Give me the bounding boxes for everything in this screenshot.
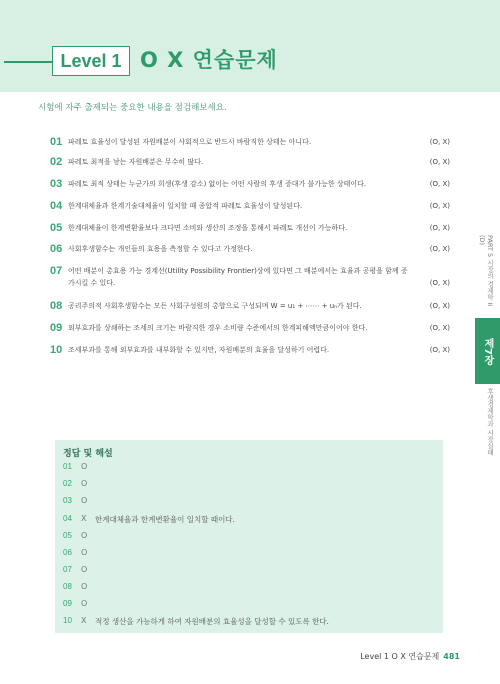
answer-number: 02 xyxy=(63,479,72,488)
answer-mark: X xyxy=(81,514,87,523)
question-number: 09 xyxy=(50,322,63,334)
chapter-tab[interactable]: 제7장 xyxy=(475,318,500,384)
answer-row xyxy=(63,479,95,488)
question-number: 08 xyxy=(50,300,63,312)
footer-text: Level 1 O X 연습문제 xyxy=(360,652,440,661)
answer-row xyxy=(63,599,95,608)
question-row xyxy=(50,344,450,356)
question-row xyxy=(50,136,450,148)
header-band xyxy=(0,0,500,92)
ox-choice: (O, X) xyxy=(429,302,450,310)
answer-mark: X xyxy=(81,616,87,625)
question-number: 10 xyxy=(50,344,63,356)
question-number: 07 xyxy=(50,265,63,277)
page-number: 481 xyxy=(443,652,460,661)
ox-choice: (O, X) xyxy=(429,180,450,188)
answer-number: 07 xyxy=(63,565,72,574)
ox-choice: (O, X) xyxy=(429,324,450,332)
question-text: 공리주의적 사회후생함수는 모든 사회구성원의 총합으로 구성되며 W = u₁ + ⋯⋯ + uₙ가 된다. xyxy=(68,302,362,310)
answer-row xyxy=(63,548,95,557)
answer-row xyxy=(63,582,95,591)
answer-number: 01 xyxy=(63,462,72,471)
sidebar-part-label: PART 5 시장의 경제학 II (D) xyxy=(478,235,494,307)
answer-number: 05 xyxy=(63,531,72,540)
question-row xyxy=(50,156,450,168)
ox-choice: (O, X) xyxy=(429,245,450,253)
answer-mark: O xyxy=(81,462,88,471)
answer-mark: O xyxy=(81,496,88,505)
question-text: 한계대체율과 한계기술대체율이 일치할 때 종합적 파레토 효율성이 달성된다. xyxy=(68,202,303,210)
question-number: 01 xyxy=(50,136,63,148)
question-number: 05 xyxy=(50,222,63,234)
ox-choice: (O, X) xyxy=(429,279,450,287)
sidebar-chapter-label: 후생경제학과 시장실패 xyxy=(486,388,494,456)
ox-choice: (O, X) xyxy=(429,158,450,166)
answer-number: 04 xyxy=(63,514,72,523)
answer-mark: O xyxy=(81,565,88,574)
answer-explanation: 한계대체율과 한계변환율이 일치할 때이다. xyxy=(95,515,235,524)
ox-choice: (O, X) xyxy=(429,202,450,210)
answer-mark: O xyxy=(81,548,88,557)
answer-explanation: 적정 생산을 가능하게 하여 자원배분의 효율성을 달성할 수 있도록 한다. xyxy=(95,617,329,626)
answer-mark: O xyxy=(81,479,88,488)
answer-row xyxy=(63,531,95,540)
question-row xyxy=(50,243,450,255)
question-text: 파레토 최적을 낳는 자원배분은 무수히 많다. xyxy=(68,158,204,166)
answer-box xyxy=(55,440,443,633)
page-title: O X 연습문제 xyxy=(140,48,278,72)
question-number: 06 xyxy=(50,243,63,255)
answer-row xyxy=(63,565,95,574)
question-number: 03 xyxy=(50,178,63,190)
intro-text: 시험에 자주 출제되는 중요한 내용을 점검해보세요. xyxy=(38,103,227,113)
answer-row xyxy=(63,514,235,525)
question-row xyxy=(50,265,450,289)
answer-number: 10 xyxy=(63,616,72,625)
answer-number: 08 xyxy=(63,582,72,591)
question-text: 파레토 최적 상태는 누군가의 희생(후생 감소) 없이는 어떤 사람의 후생 증대가 불가능한 상태이다. xyxy=(68,180,367,188)
answer-mark: O xyxy=(81,531,88,540)
ox-choice: (O, X) xyxy=(429,346,450,354)
answer-mark: O xyxy=(81,582,88,591)
question-row xyxy=(50,322,450,334)
question-row xyxy=(50,200,450,212)
level-line xyxy=(4,61,52,63)
question-number: 02 xyxy=(50,156,63,168)
question-text: 한계대체율이 한계변환율보다 크다면 소비와 생산의 조정을 통해서 파레토 개선이 가능하다. xyxy=(68,224,348,232)
question-text: 조세부과를 통해 외부효과를 내부화할 수 있지만, 자원배분의 효율을 달성하기 어렵다. xyxy=(68,346,330,354)
question-text: 어떤 배분이 총효용 가능 경계선(Utility Possibility Frontier)상에 있다면 그 배분에서는 효율과 공평을 함께 증가시킬 수 있다. xyxy=(68,267,408,287)
question-number: 04 xyxy=(50,200,63,212)
answer-row xyxy=(63,616,329,627)
page-footer xyxy=(300,651,460,662)
answer-number: 03 xyxy=(63,496,72,505)
level-badge: Level 1 xyxy=(52,46,130,76)
question-text: 외부효과를 상쇄하는 조세의 크기는 바람직한 경우 소비량 수준에서의 한계피해액만큼이어야 한다. xyxy=(68,324,368,332)
question-row xyxy=(50,178,450,190)
question-text: 파레토 효율성이 달성된 자원배분이 사회적으로 반드시 바람직한 상태는 아니다. xyxy=(68,138,312,146)
question-row xyxy=(50,222,450,234)
answer-row xyxy=(63,462,95,471)
answer-box-title: 정답 및 해설 xyxy=(63,449,113,459)
answer-mark: O xyxy=(81,599,88,608)
ox-choice: (O, X) xyxy=(429,224,450,232)
answer-number: 06 xyxy=(63,548,72,557)
answer-number: 09 xyxy=(63,599,72,608)
question-text: 사회후생함수는 개인들의 효용을 측정할 수 있다고 가정한다. xyxy=(68,245,253,253)
question-row xyxy=(50,300,450,312)
answer-row xyxy=(63,496,95,505)
ox-choice: (O, X) xyxy=(429,138,450,146)
